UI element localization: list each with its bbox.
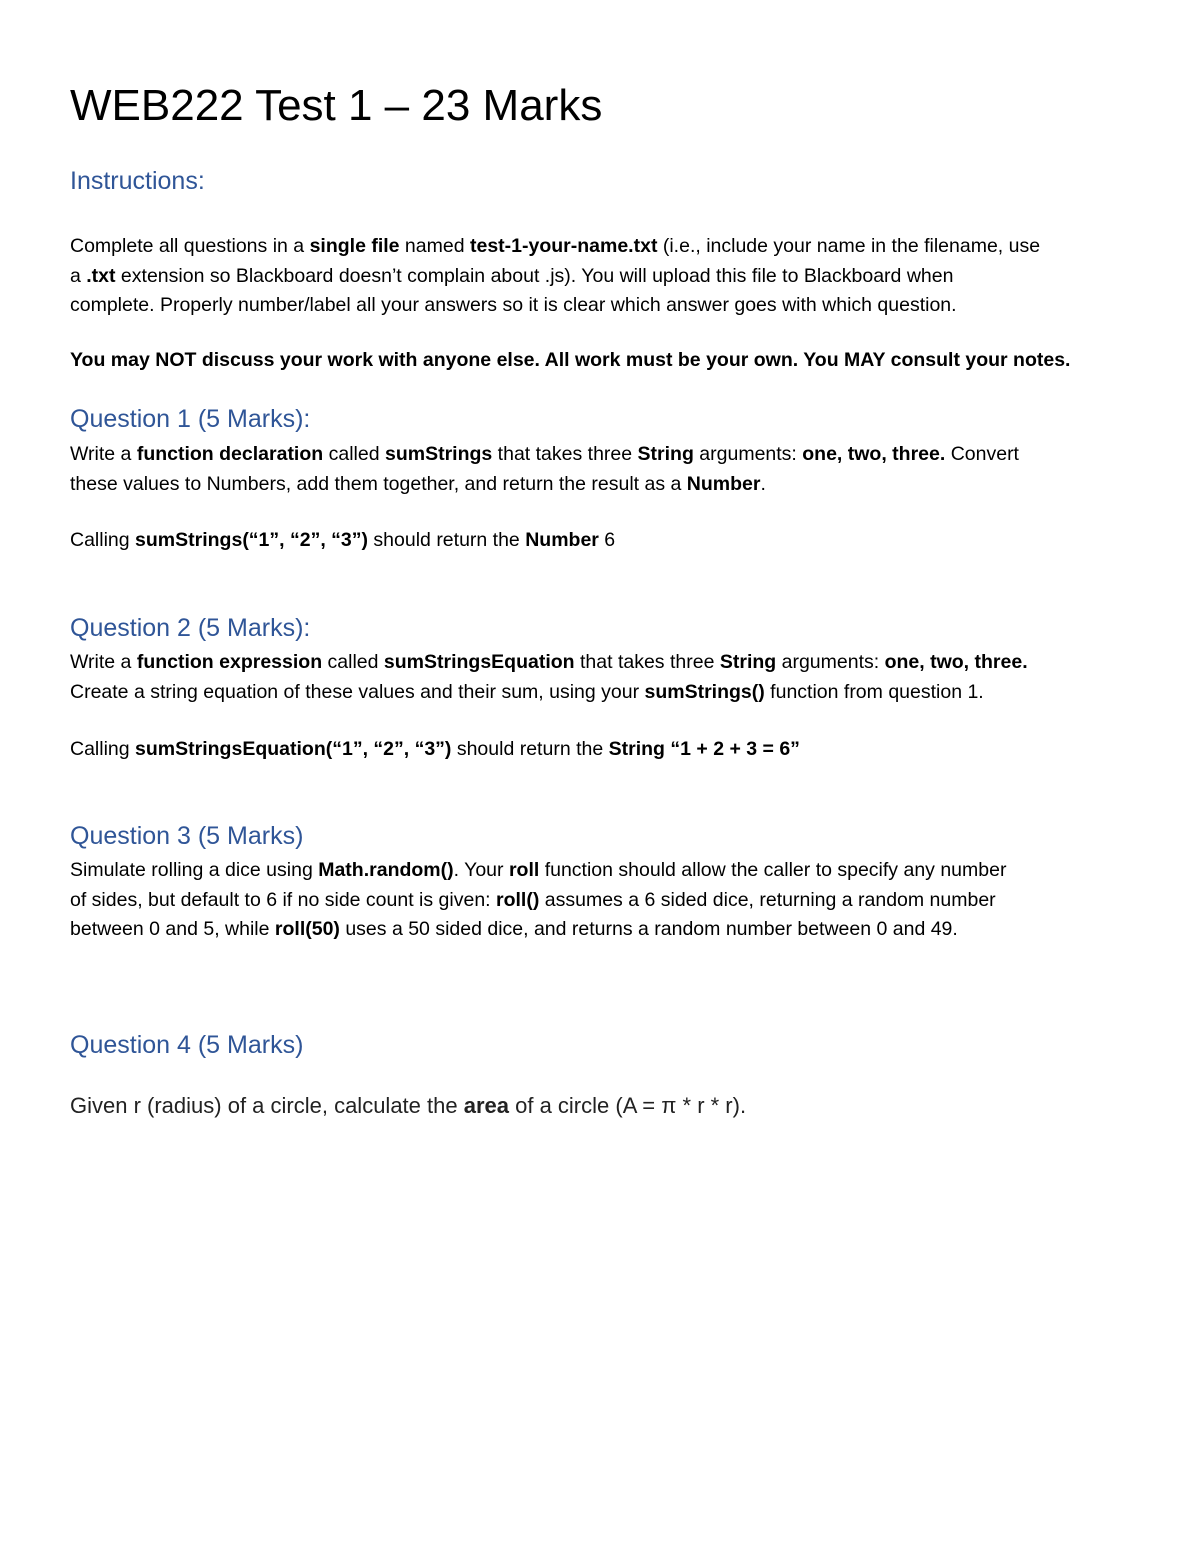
- text: called: [323, 443, 385, 465]
- text: function from question 1.: [764, 680, 984, 703]
- text: arguments:: [776, 651, 885, 673]
- question-3-line-2: [70, 886, 1135, 916]
- text: that takes three: [574, 651, 720, 673]
- text: function should allow the caller to specify any number: [539, 859, 1007, 881]
- question-4-line-1: [70, 1091, 1135, 1121]
- question-1-line-2: [70, 470, 1135, 500]
- extension-emphasis: .txt: [86, 264, 116, 287]
- question-2-heading: Question 2 (5 Marks):: [70, 614, 311, 642]
- text: uses a 50 sided dice, and returns a random number between 0 and 49.: [339, 918, 958, 940]
- filename-emphasis: test-1-your-name.txt: [469, 235, 658, 257]
- question-2-example: [70, 735, 1135, 765]
- question-1-body: [70, 440, 1135, 499]
- instructions-line-1: [70, 232, 1135, 262]
- question-3-body: [70, 856, 1135, 945]
- emphasis: sumStrings: [384, 443, 493, 465]
- instructions-line-3: complete. Properly number/label all your answers so it is clear which answer goes with which question.: [70, 294, 957, 316]
- question-2-line-2: [70, 678, 1135, 708]
- text: 6: [598, 529, 616, 551]
- question-1-example: [70, 526, 1135, 556]
- example-line: [70, 526, 1135, 556]
- text: these values to Numbers, add them together, and return the result as a: [70, 472, 687, 495]
- text: of a circle (A = π * r * r).: [509, 1093, 747, 1118]
- question-1-heading: Question 1 (5 Marks):: [70, 405, 311, 433]
- text: (i.e., include your name in the filename, use: [657, 235, 1041, 257]
- question-4-heading: Question 4 (5 Marks): [70, 1031, 304, 1059]
- text: Simulate rolling a dice using: [70, 859, 319, 881]
- emphasis: Number: [686, 472, 761, 495]
- instructions-heading: Instructions:: [70, 167, 205, 195]
- question-3-line-1: [70, 856, 1135, 886]
- question-1-line-1: [70, 440, 1135, 470]
- text: Write a: [70, 443, 137, 465]
- emphasis: Number: [525, 529, 599, 551]
- emphasis: roll: [508, 859, 540, 881]
- text: a: [70, 264, 87, 287]
- emphasis: roll(50): [274, 918, 340, 940]
- emphasis: sumStrings(“1”, “2”, “3”): [135, 529, 369, 551]
- emphasis: Math.random(): [318, 859, 454, 881]
- question-2-line-1: [70, 648, 1135, 678]
- text: Given r (radius) of a circle, calculate the: [70, 1093, 464, 1118]
- emphasis: one, two, three.: [884, 651, 1028, 673]
- text: .: [760, 472, 766, 495]
- text: extension so Blackboard doesn’t complain about .js). You will upload this file to Blackboard when: [115, 264, 954, 287]
- emphasis: String: [608, 738, 665, 760]
- text: named: [399, 235, 470, 257]
- question-3-heading: Question 3 (5 Marks): [70, 822, 304, 850]
- emphasis: sumStringsEquation: [383, 651, 575, 673]
- rules-paragraph: [70, 346, 1135, 376]
- text: Convert: [945, 443, 1019, 465]
- emphasis: area: [463, 1093, 509, 1118]
- emphasis: function declaration: [136, 443, 324, 465]
- emphasis: sumStrings(): [644, 680, 765, 703]
- example-line: [70, 735, 1135, 765]
- text: should return the: [451, 738, 609, 760]
- page-title: WEB222 Test 1 – 23 Marks: [70, 81, 603, 130]
- emphasis: “1 + 2 + 3 = 6”: [670, 738, 800, 760]
- single-file-emphasis: single file: [309, 235, 400, 257]
- emphasis: roll(): [496, 888, 540, 911]
- text: should return the: [368, 529, 526, 551]
- text: . Your: [453, 859, 509, 881]
- text: of sides, but default to 6 if no side count is given:: [70, 888, 497, 911]
- text: arguments:: [693, 443, 803, 465]
- emphasis: String: [637, 443, 694, 465]
- question-4-body: [70, 1091, 1135, 1121]
- text: between 0 and 5, while: [70, 918, 275, 940]
- text: called: [322, 651, 384, 673]
- text: Create a string equation of these values and their sum, using your: [70, 680, 645, 703]
- emphasis: sumStringsEquation(“1”, “2”, “3”): [135, 738, 452, 760]
- text: assumes a 6 sided dice, returning a random number: [539, 888, 996, 911]
- instructions-line-2: [70, 262, 1135, 292]
- text: that takes three: [492, 443, 638, 465]
- emphasis: function expression: [136, 651, 323, 673]
- question-2-body: [70, 648, 1135, 707]
- question-3-line-3: [70, 915, 1135, 945]
- emphasis: one, two, three.: [802, 443, 946, 465]
- text: Calling: [70, 738, 136, 760]
- rules-text: You may NOT discuss your work with anyone else. All work must be your own. You MAY consult your notes.: [70, 349, 1071, 371]
- emphasis: String: [719, 651, 777, 673]
- text: Calling: [70, 529, 136, 551]
- text: Complete all questions in a: [70, 235, 310, 257]
- instructions-paragraph: [70, 232, 1135, 321]
- text: Write a: [70, 651, 137, 673]
